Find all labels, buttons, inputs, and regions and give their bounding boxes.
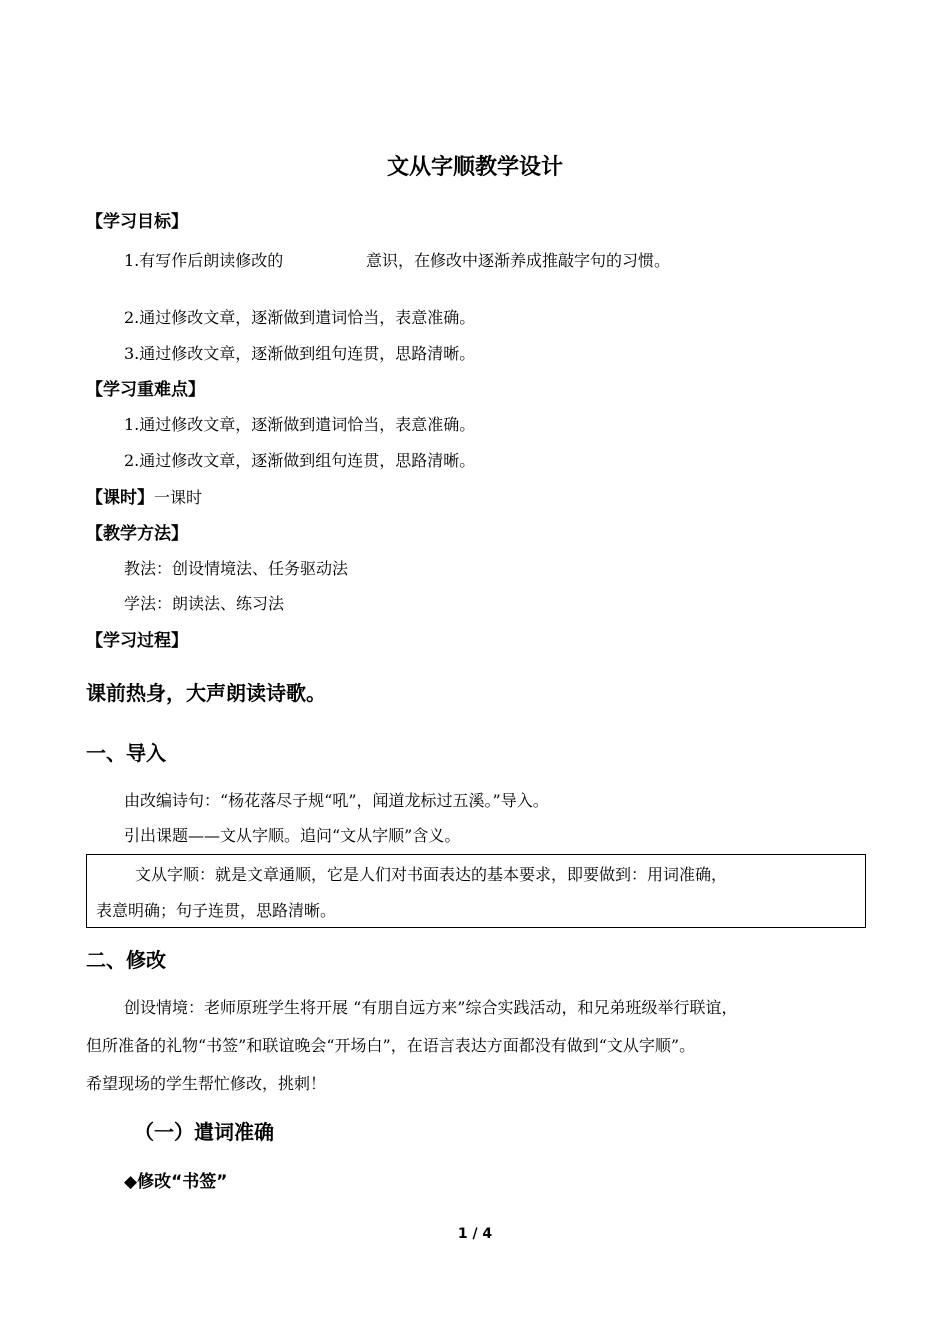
teaching-method: 教法：创设情境法、任务驱动法 — [124, 559, 349, 578]
duration-header: 【课时】 — [86, 488, 154, 508]
methods-header: 【教学方法】 — [86, 524, 188, 544]
definition-box — [86, 854, 866, 928]
keypoint-1: 1.通过修改文章，逐渐做到遣词恰当，表意准确。 — [124, 415, 476, 434]
objective-2: 2.通过修改文章，逐渐做到遣词恰当，表意准确。 — [124, 308, 476, 327]
definition-line-1: 文从字顺：就是文章通顺，它是人们对书面表达的基本要求，即要做到：用词准确， — [135, 865, 728, 884]
page-number: 1 / 4 — [457, 1226, 493, 1242]
section-1-line-2: 引出课题——文从字顺。追问“文从字顺”含义。 — [124, 826, 461, 845]
subsection-1-item: ◆修改“书签” — [124, 1172, 228, 1192]
objective-1-part-a: 1.有写作后朗读修改的 — [124, 251, 284, 270]
section-2-line-1: 创设情境：老师原班学生将开展 “有朋自远方来”综合实践活动，和兄弟班级举行联谊， — [124, 998, 738, 1017]
keypoint-2: 2.通过修改文章，逐渐做到组句连贯，思路清晰。 — [124, 451, 476, 470]
section-2-line-3: 希望现场的学生帮忙修改，挑刺！ — [86, 1074, 327, 1093]
section-2-line-2: 但所准备的礼物“书签”和联谊晚会“开场白”，在语言表达方面都没有做到“文从字顺”。 — [86, 1036, 696, 1055]
section-2-title: 二、修改 — [86, 948, 166, 972]
section-1-title: 一、导入 — [86, 741, 166, 765]
objectives-header: 【学习目标】 — [86, 212, 188, 232]
objective-3: 3.通过修改文章，逐渐做到组句连贯，思路清晰。 — [124, 344, 476, 363]
keypoints-header: 【学习重难点】 — [86, 380, 205, 400]
page-title: 文从字顺教学设计 — [386, 155, 563, 180]
definition-line-2: 表意明确；句子连贯，思路清晰。 — [96, 901, 337, 920]
subsection-1-title: （一）遣词准确 — [134, 1120, 274, 1144]
process-header: 【学习过程】 — [86, 631, 188, 651]
objective-1-part-b: 意识，在修改中逐渐养成推敲字句的习惯。 — [366, 251, 671, 270]
section-1-line-1: 由改编诗句：“杨花落尽子规“吼”，闻道龙标过五溪。”导入。 — [124, 791, 549, 810]
warmup-heading: 课前热身，大声朗读诗歌。 — [86, 681, 326, 705]
duration-line — [86, 483, 202, 508]
duration-value: 一课时 — [154, 488, 203, 507]
learning-method: 学法：朗读法、练习法 — [124, 594, 285, 613]
